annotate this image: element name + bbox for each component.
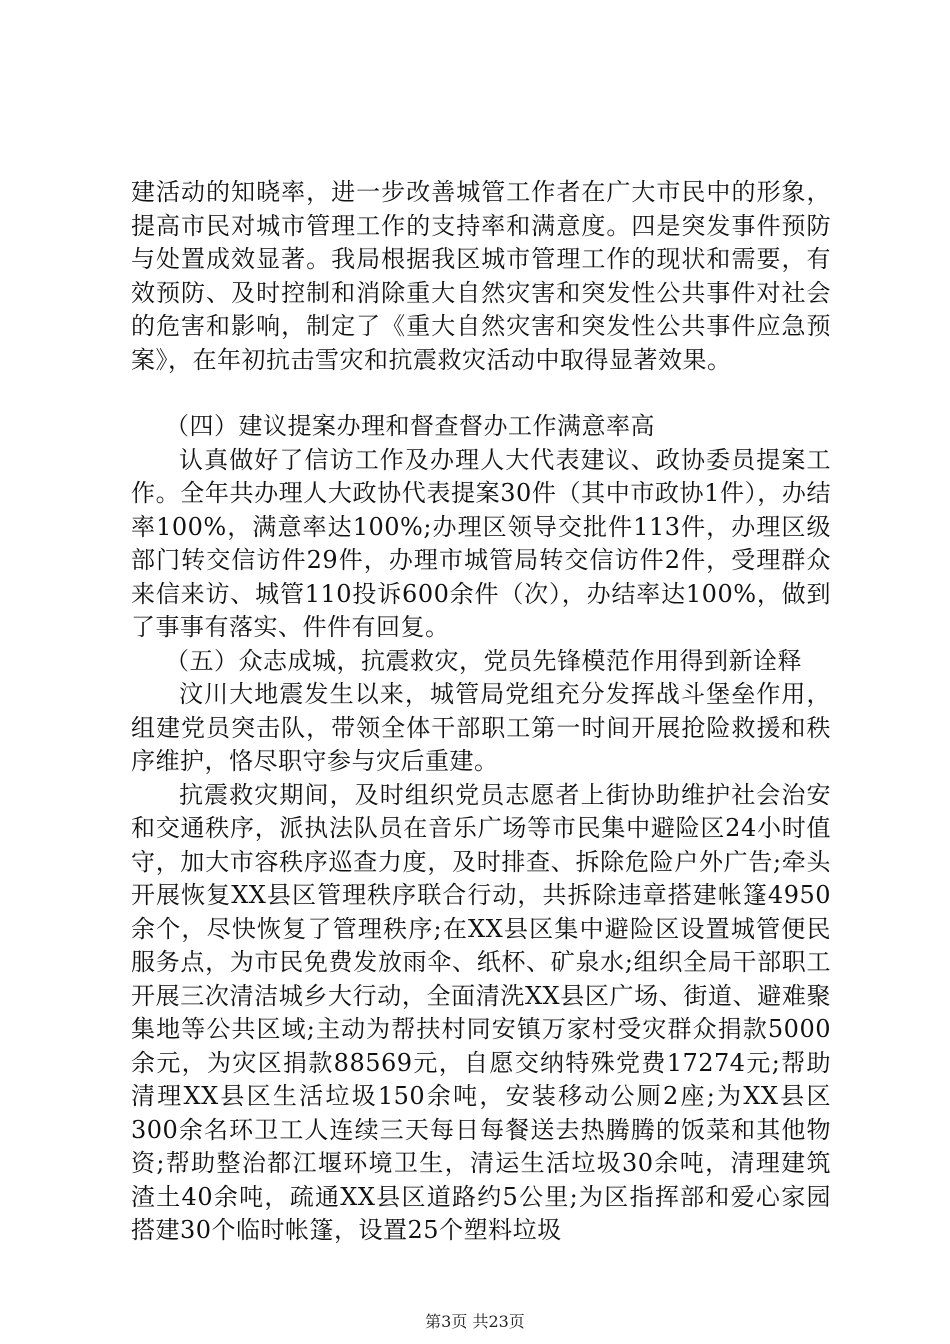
- paragraph-gap: [131, 377, 831, 410]
- paragraph-intro: 建活动的知晓率，进一步改善城管工作者在广大市民中的形象，提高市民对城市管理工作的支持率和满意度。四是突发事件预防与处置成效显著。我局根据我区城市管理工作的现状和需要，有效预防、及时控制和消除重大自然灾害和突发性公共事件对社会的危害和影响，制定了《重大自然灾害和突发性公共事件应急预案》，在年初抗击雪灾和抗震救灾活动中取得显著效果。: [131, 178, 831, 374]
- paragraph-petitions: 认真做好了信访工作及办理人大代表建议、政协委员提案工作。全年共办理人大政协代表提案30件（其中市政协1件），办结率100%，满意率达100%;办理区领导交批件113件，办理区级部门转交信访件29件，办理市城管局转交信访件2件，受理群众来信来访、城管110投诉600余件（次），办结率达100%，做到了事事有落实、件件有回复。: [131, 445, 831, 641]
- document-body: [131, 176, 831, 1248]
- paragraph-earthquake: 汶川大地震发生以来，城管局党组充分发挥战斗堡垒作用，组建党员突击队，带领全体干部职工第一时间开展抢险救援和秩序维护，恪尽职守参与灾后重建。: [131, 680, 831, 775]
- page-footer: 第3页 共23页: [425, 1312, 525, 1331]
- paragraph-relief: 抗震救灾期间，及时组织党员志愿者上街协助维护社会治安和交通秩序，派执法队员在音乐广场等市民集中避险区24小时值守，加大市容秩序巡查力度，及时排查、拆除危险户外广告;牵头开展恢复XX县区管理秩序联合行动，共拆除违章搭建帐篷4950余个，尽快恢复了管理秩序;在XX县区集中避险区设置城管便民服务点，为市民免费发放雨伞、纸杯、矿泉水;组织全局干部职工开展三次清洁城乡大行动，全面清洗XX县区广场、街道、避难聚集地等公共区域;主动为帮扶村同安镇万家村受灾群众捐款5000余元，为灾区捐款88569元，自愿交纳特殊党费17274元;帮助清理XX县区生活垃圾150余吨，安装移动公厕2座;为XX县区300余名环卫工人连续三天每日每餐送去热腾腾的饭菜和其他物资;帮助整治都江堰环境卫生，清运生活垃圾30余吨，清理建筑渣土40余吨，疏通XX县区道路约5公里;为区指挥部和爱心家园搭建30个临时帐篷，设置25个塑料垃圾: [131, 780, 831, 1244]
- section-heading-four: （四）建议提案办理和督查督办工作满意率高: [165, 412, 655, 440]
- section-heading-five: （五）众志成城，抗震救灾，党员先锋模范作用得到新诠释: [165, 646, 802, 675]
